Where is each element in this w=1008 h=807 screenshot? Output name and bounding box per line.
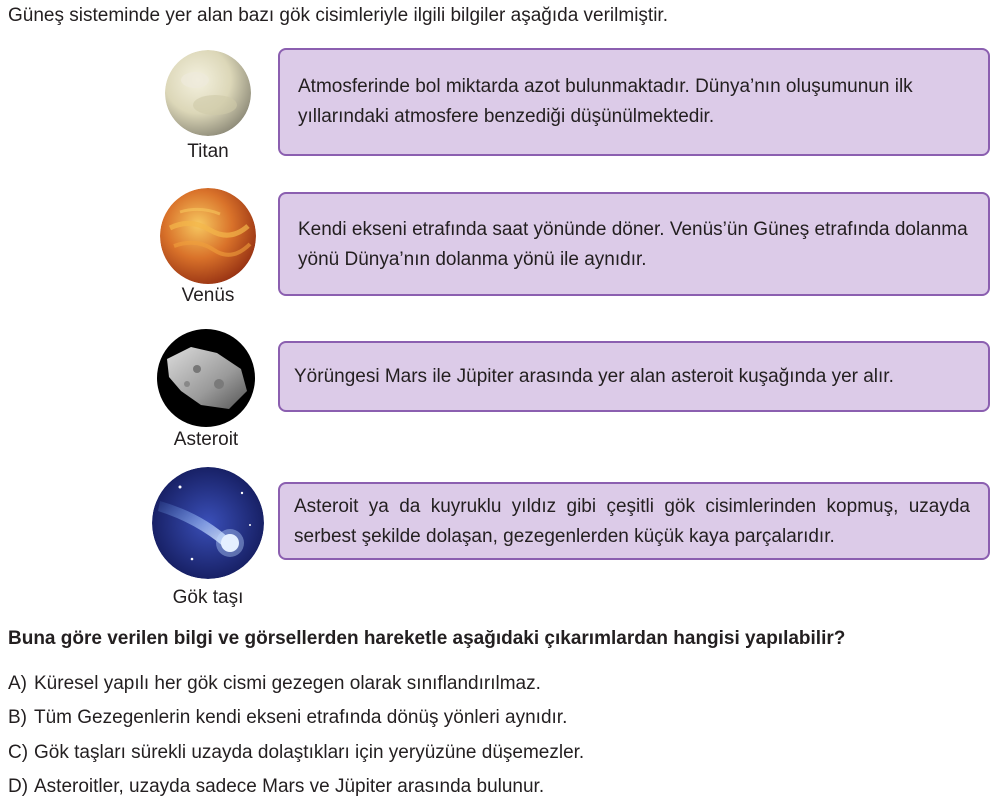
venus-planet-icon	[160, 188, 256, 284]
option-text: Küresel yapılı her gök cismi gezegen olarak sınıflandırılmaz.	[34, 673, 541, 694]
meteor-icon	[152, 467, 264, 579]
caption-meteor: Gök taşı	[172, 587, 244, 608]
option-letter: B)	[8, 707, 27, 728]
caption-titan: Titan	[187, 141, 229, 162]
option-letter: D)	[8, 776, 29, 797]
titan-moon-icon	[165, 50, 251, 136]
info-box-asteroid: Yörüngesi Mars ile Jüpiter arasında yer alan asteroit kuşağında yer alır.	[278, 341, 990, 412]
option-text: Tüm Gezegenlerin kendi ekseni etrafında dönüş yönleri aynıdır.	[34, 707, 568, 728]
option-b[interactable]	[8, 706, 567, 730]
option-letter: A)	[8, 673, 27, 694]
option-text: Gök taşları sürekli uzayda dolaştıkları için yeryüzüne düşemezler.	[34, 742, 585, 763]
info-box-venus: Kendi ekseni etrafında saat yönünde döner. Venüs’ün Güneş etrafında dolanma yönü Dünya’nın dolanma yönü ile aynıdır.	[278, 192, 990, 296]
info-box-meteor: Asteroit ya da kuyruklu yıldız gibi çeşitli gök cisimlerinden kopmuş, uzayda serbest şekilde dolaşan, gezegenlerden küçük kaya parçalarıdır.	[278, 482, 990, 560]
option-c[interactable]	[8, 741, 584, 765]
info-box-titan: Atmosferinde bol miktarda azot bulunmaktadır. Dünya’nın oluşumunun ilk yıllarındaki atmosfere benzediği düşünülmektedir.	[278, 48, 990, 156]
intro-text: Güneş sisteminde yer alan bazı gök cisimleriyle ilgili bilgiler aşağıda verilmiştir.	[8, 5, 668, 26]
option-letter: C)	[8, 742, 29, 763]
question-text: Buna göre verilen bilgi ve görsellerden hareketle aşağıdaki çıkarımlardan hangisi yapılabilir?	[8, 628, 846, 649]
caption-asteroid: Asteroit	[173, 429, 239, 450]
asteroid-icon	[157, 329, 255, 427]
option-a[interactable]	[8, 672, 541, 696]
option-text: Asteroitler, uzayda sadece Mars ve Jüpiter arasında bulunur.	[34, 776, 545, 797]
caption-venus: Venüs	[181, 285, 235, 306]
option-d[interactable]	[8, 775, 544, 799]
